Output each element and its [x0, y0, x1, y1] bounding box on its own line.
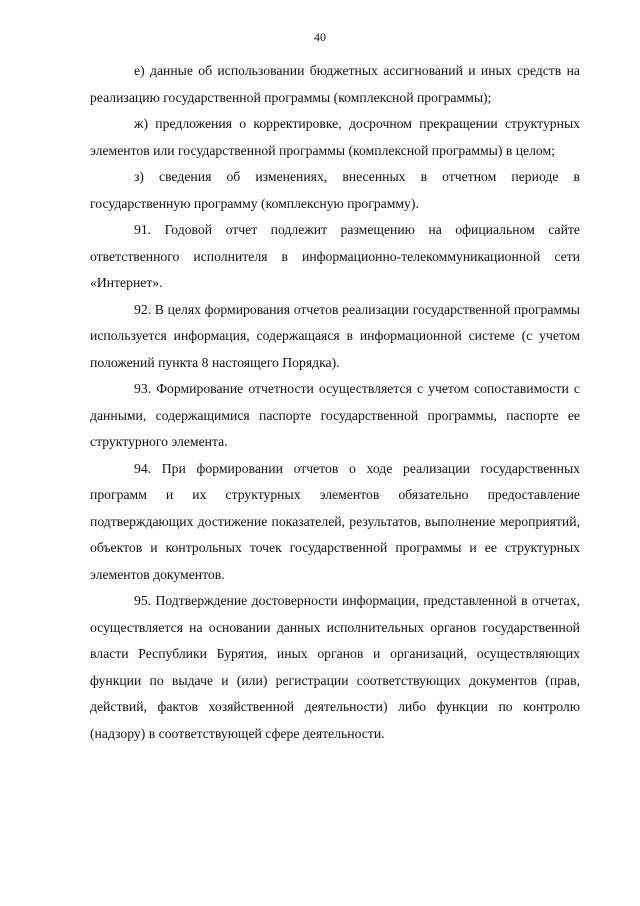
paragraph-93: 93. Формирование отчетности осуществляется с учетом сопоставимости с данными, содержащимися паспорте государственной программы, паспорте ее структурного элемента. — [90, 381, 580, 449]
document-body — [90, 58, 580, 747]
paragraph-item-z: з) сведения об изменениях, внесенных в отчетном периоде в государственную программу (комплексную программу). — [90, 169, 580, 211]
page-number: 40 — [314, 30, 326, 44]
paragraph-item-e: е) данные об использовании бюджетных ассигнований и иных средств на реализацию государственной программы (комплексной программы); — [90, 63, 580, 105]
paragraph-94: 94. При формировании отчетов о ходе реализации государственных программ и их структурных элементов обязательно предоставление подтверждающих достижение показателей, результатов, выполнение мероприятий, объектов и контрольных точек государственной программы и ее структурных элементов документов. — [90, 460, 580, 582]
paragraph-92: 92. В целях формирования отчетов реализации государственной программы используется информация, содержащаяся в информационной системе (с учетом положений пункта 8 настоящего Порядка). — [90, 301, 580, 370]
paragraph-91: 91. Годовой отчет подлежит размещению на официальном сайте ответственного исполнителя в информационно-телекоммуникационной сети «Интернет». — [90, 222, 580, 290]
paragraph-95: 95. Подтверждение достоверности информации, представленной в отчетах, осуществляется на основании данных исполнительных органов государственной власти Республики Бурятия, иных органов и организаций, осуществляющих функции по выдаче и (или) регистрации соответствующих документов (прав, действий, фактов хозяйственной деятельности) либо функции по контролю (надзору) в соответствующей сфере деятельности. — [90, 593, 580, 741]
paragraph-item-zh: ж) предложения о корректировке, досрочном прекращении структурных элементов или государственной программы (комплексной программы) в целом; — [90, 116, 580, 158]
